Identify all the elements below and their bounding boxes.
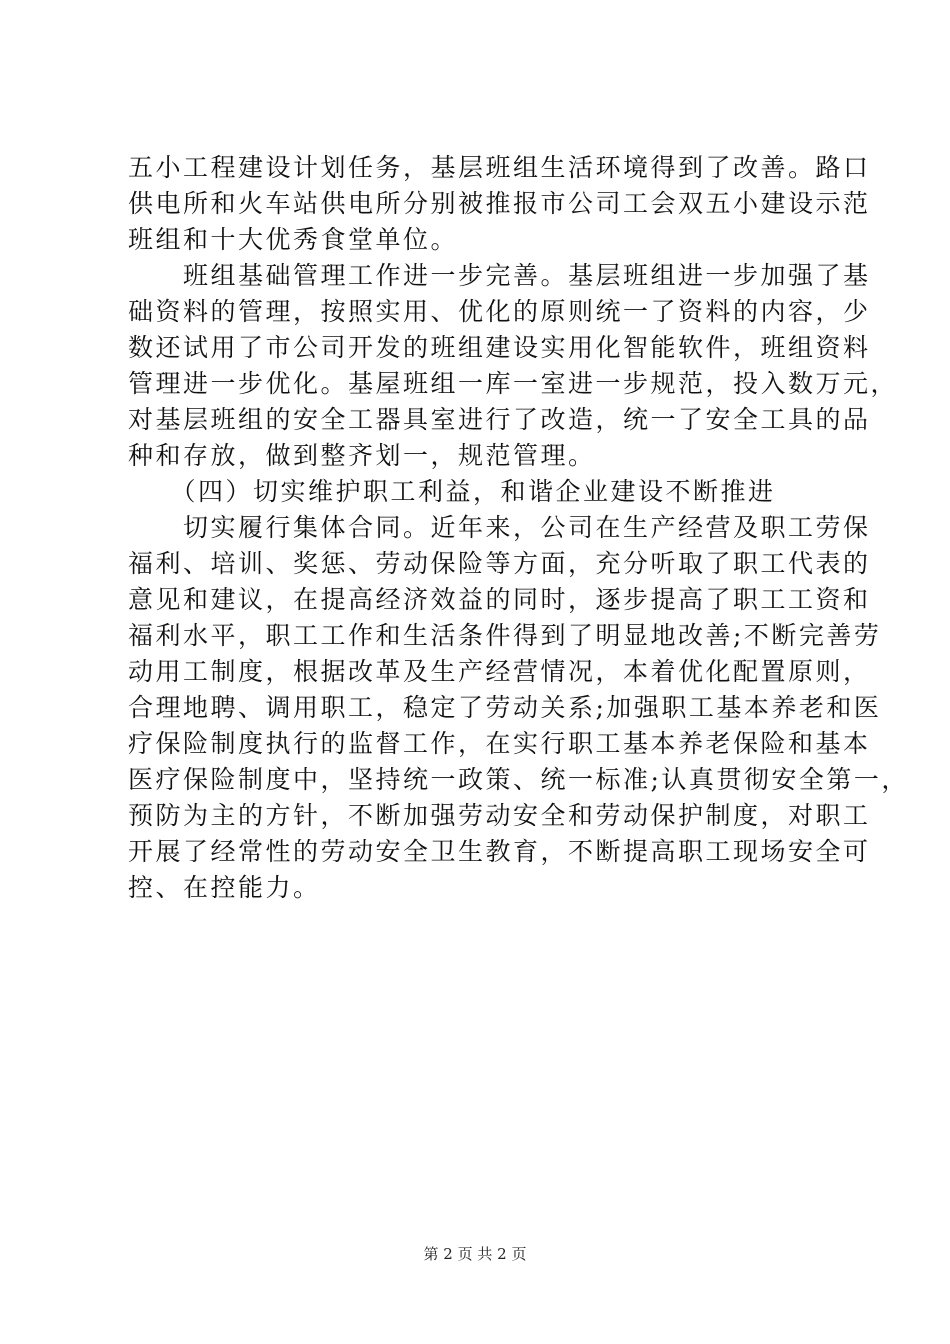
text-line: 动用工制度，根据改革及生产经营情况，本着优化配置原则，	[128, 657, 871, 686]
text-line: 预防为主的方针，不断加强劳动安全和劳动保护制度，对职工	[128, 801, 871, 830]
text-line: 供电所和火车站供电所分别被推报市公司工会双五小建设示范	[128, 189, 871, 218]
text-line: 班组基础管理工作进一步完善。基层班组进一步加强了基	[128, 261, 871, 290]
text-line: 意见和建议，在提高经济效益的同时，逐步提高了职工工资和	[128, 585, 871, 614]
text-line: 种和存放，做到整齐划一，规范管理。	[128, 441, 596, 470]
text-line: 五小工程建设计划任务，基层班组生活环境得到了改善。路口	[128, 153, 871, 182]
text-line: 疗保险制度执行的监督工作，在实行职工基本养老保险和基本	[128, 729, 871, 758]
text-line: 切实履行集体合同。近年来，公司在生产经营及职工劳保	[128, 513, 871, 542]
text-line: 控、在控能力。	[128, 873, 321, 902]
text-line: 医疗保险制度中，坚持统一政策、统一标准;认真贯彻安全第一，	[128, 765, 909, 794]
text-line: 班组和十大优秀食堂单位。	[128, 225, 459, 254]
text-line: 福利、培训、奖惩、劳动保险等方面，充分听取了职工代表的	[128, 549, 871, 578]
body-text	[128, 150, 909, 906]
text-line: 础资料的管理，按照实用、优化的原则统一了资料的内容，少	[128, 297, 871, 326]
text-line: 合理地聘、调用职工，稳定了劳动关系;加强职工基本养老和医	[128, 693, 882, 722]
text-line: 数还试用了市公司开发的班组建设实用化智能软件，班组资料	[128, 333, 871, 362]
text-line: 对基层班组的安全工器具室进行了改造，统一了安全工具的品	[128, 405, 871, 434]
text-line: 福利水平，职工工作和生活条件得到了明显地改善;不断完善劳	[128, 621, 882, 650]
text-line: 管理进一步优化。基屋班组一库一室进一步规范，投入数万元，	[128, 369, 899, 398]
page-number-footer: 第 2 页 共 2 页	[423, 1245, 527, 1263]
text-line: 开展了经常性的劳动安全卫生教育，不断提高职工现场安全可	[128, 837, 871, 866]
section-heading: （四）切实维护职工利益，和谐企业建设不断推进	[128, 477, 776, 506]
